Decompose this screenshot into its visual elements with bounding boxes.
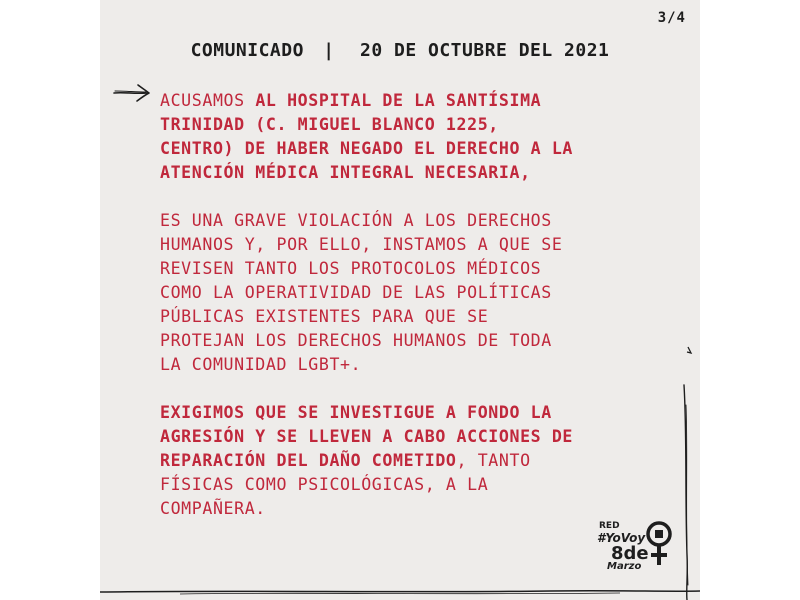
header-date: 20 DE OCTUBRE DEL 2021 [359, 40, 610, 61]
logo-line-yovoy: #YoVoy [597, 531, 646, 545]
red-yo-voy-8-de-marzo-logo [597, 520, 677, 576]
paragraph-demand [160, 401, 660, 521]
header-separator: | [323, 40, 335, 61]
logo-line-marzo: Marzo [607, 561, 642, 572]
header [100, 40, 700, 61]
decorative-scribble-bottom [100, 580, 700, 600]
logo-line-8de: 8de [611, 543, 649, 564]
statement-body [160, 89, 660, 545]
logo-line-red: RED [599, 521, 620, 531]
accusation-lead: ACUSAMOS [160, 91, 256, 110]
paragraph-violation: ES UNA GRAVE VIOLACIÓN A LOS DERECHOS HUMANOS Y, POR ELLO, INSTAMOS A QUE SE REVISEN TANTO LOS PROTOCOLOS MÉDICOS COMO LA OPERATIVIDAD DE LAS POLÍTICAS PÚBLICAS EXISTENTES PARA QUE SE PROTEJAN LOS DERECHOS HUMANOS DE TODA LA COMUNIDAD LGBT+. [160, 211, 563, 374]
header-label: COMUNICADO [190, 40, 304, 61]
arrow-right-icon [112, 80, 152, 104]
accusation-tail: , [520, 163, 531, 182]
post-card [100, 0, 700, 600]
paragraph-accusation [160, 89, 660, 185]
venus-fist-icon [645, 520, 673, 574]
demand-bold: EXIGIMOS QUE SE INVESTIGUE A FONDO LA AGRESIÓN Y SE LLEVEN A CABO ACCIONES DE REPARACIÓN DEL DAÑO COMETIDO [160, 403, 574, 470]
demand-tail: , TANTO FÍSICAS COMO PSICOLÓGICAS, A LA COMPAÑERA. [160, 451, 531, 518]
accusation-bold: AL HOSPITAL DE LA SANTÍSIMA TRINIDAD (C. MIGUEL BLANCO 1225, CENTRO) DE HABER NEGADO EL DERECHO A LA ATENCIÓN MÉDICA INTEGRAL NECESARIA [160, 91, 574, 182]
page-number: 3/4 [657, 10, 686, 26]
